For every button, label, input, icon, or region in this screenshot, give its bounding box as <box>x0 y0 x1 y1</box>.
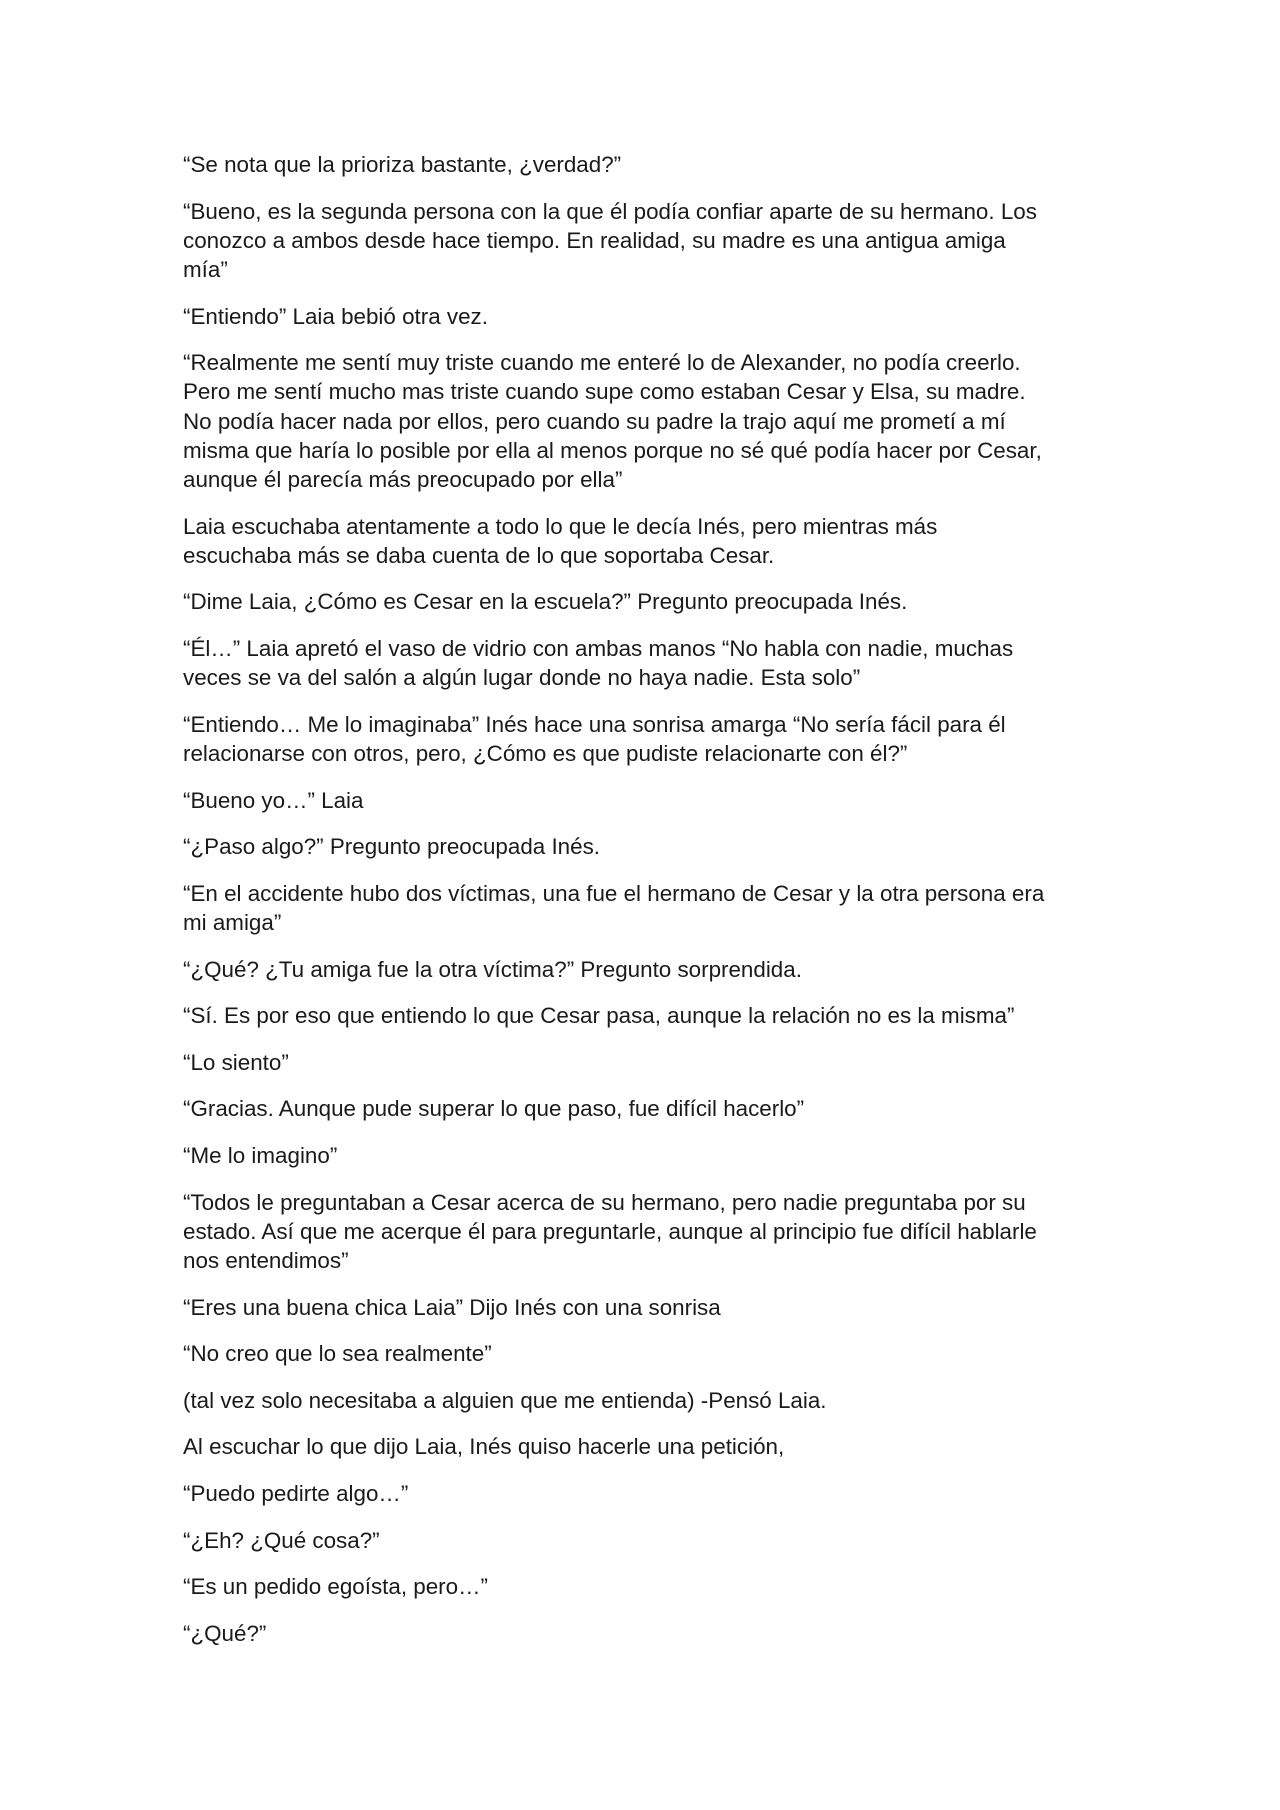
paragraph: “Entiendo” Laia bebió otra vez. <box>183 303 488 329</box>
paragraph: “Es un pedido egoísta, pero…” <box>183 1574 488 1600</box>
paragraph: “No creo que lo sea realmente” <box>183 1341 492 1367</box>
paragraph: “Entiendo… Me lo imaginaba” Inés hace una sonrisa amarga “No sería fácil para él relacionarse con otros, pero, ¿Cómo es que pudiste relacionarte con él?” <box>183 711 1006 766</box>
paragraph: “Me lo imagino” <box>183 1142 338 1168</box>
paragraph: Laia escuchaba atentamente a todo lo que le decía Inés, pero mientras más escuchaba más se daba cuenta de lo que soportaba Cesar. <box>183 513 938 568</box>
paragraph: “¿Qué? ¿Tu amiga fue la otra víctima?” Pregunto sorprendida. <box>183 956 802 982</box>
paragraph: “Eres una buena chica Laia” Dijo Inés con una sonrisa <box>183 1294 721 1320</box>
document-body <box>183 150 1103 1665</box>
paragraph: (tal vez solo necesitaba a alguien que me entienda) -Pensó Laia. <box>183 1387 827 1413</box>
paragraph: “Todos le preguntaban a Cesar acerca de su hermano, pero nadie preguntaba por su estado. Así que me acerque él para preguntarle, aunque al principio fue difícil hablarle nos entendimos” <box>183 1189 1037 1273</box>
paragraph: “¿Paso algo?” Pregunto preocupada Inés. <box>183 834 600 860</box>
paragraph: “Dime Laia, ¿Cómo es Cesar en la escuela?” Pregunto preocupada Inés. <box>183 589 908 615</box>
paragraph: “Él…” Laia apretó el vaso de vidrio con ambas manos “No habla con nadie, muchas veces se va del salón a algún lugar donde no haya nadie. Esta solo” <box>183 635 1014 691</box>
paragraph: “¿Eh? ¿Qué cosa?” <box>183 1527 380 1553</box>
paragraph: “Realmente me sentí muy triste cuando me enteré lo de Alexander, no podía creerlo. Pero me sentí mucho mas triste cuando supe como estaban Cesar y Elsa, su madre. No podía hacer nada por ellos, pero cuando su padre la trajo aquí me prometí a mí misma que haría lo posible por ella al menos porque no sé qué podía hacer por Cesar, aunque él parecía más preocupado por ella” <box>183 350 1042 492</box>
paragraph: “Sí. Es por eso que entiendo lo que Cesar pasa, aunque la relación no es la misma” <box>183 1003 1015 1029</box>
paragraph: “En el accidente hubo dos víctimas, una fue el hermano de Cesar y la otra persona era mi amiga” <box>183 880 1045 935</box>
paragraph: “Puedo pedirte algo…” <box>183 1480 409 1506</box>
paragraph: “Bueno, es la segunda persona con la que él podía confiar aparte de su hermano. Los conozco a ambos desde hace tiempo. En realidad, su madre es una antigua amiga mía” <box>183 198 1037 282</box>
paragraph: “Gracias. Aunque pude superar lo que paso, fue difícil hacerlo” <box>183 1096 805 1122</box>
paragraph: Al escuchar lo que dijo Laia, Inés quiso hacerle una petición, <box>183 1434 785 1460</box>
paragraph: “Lo siento” <box>183 1049 289 1075</box>
paragraph: “¿Qué?” <box>183 1620 267 1646</box>
paragraph: “Se nota que la prioriza bastante, ¿verdad?” <box>183 152 622 177</box>
paragraph: “Bueno yo…” Laia <box>183 787 364 813</box>
